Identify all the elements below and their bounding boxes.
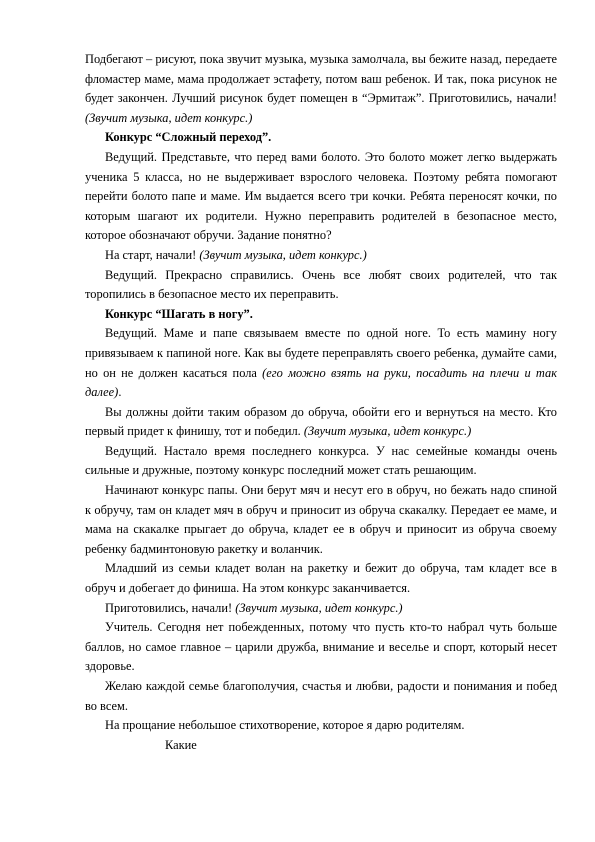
paragraph-text: Желаю каждой семье благополучия, счастья и любви, радости и понимания и побед во всем.: [85, 679, 557, 713]
paragraph-text: Ведущий. Настало время последнего конкурса. У нас семейные команды очень сильные и дружные, поэтому конкурс последний может стать решающим.: [85, 443, 557, 478]
paragraph-tie-legs: [85, 324, 557, 402]
heading-text: Конкурс “Сложный переход”.: [105, 130, 272, 145]
poem-text: Какие: [165, 737, 197, 752]
paragraph-teacher: [85, 618, 557, 677]
paragraph-text: Ведущий. Прекрасно справились. Очень все любят своих родителей, что так торопились в безопасное место их переправить.: [85, 267, 557, 302]
paragraph-praise: [85, 266, 557, 305]
paragraph-text: Ведущий. Маме и папе связываем вместе по одной ноге. То есть мамину ногу привязываем к папиной ноге. Как вы будете переправлять своего ребенка, думайте сами, но он не должен касаться пола: [85, 326, 557, 380]
paragraph-text: Подбегают – рисуют, пока звучит музыка, музыка замолчала, вы бежите назад, передаете фломастер маме, мама продолжает эстафету, потом ваш ребенок. И так, пока рисунок не будет закончен. Лучший рисунок будет помещен в “Эрмитаж”. Приготовились, начали!: [85, 52, 557, 106]
paragraph-text: Младший из семьи кладет волан на ракетку и бежит до обруча, там кладет все в обруч и добегает до финиша. На этом конкурс заканчивается.: [85, 561, 557, 596]
paragraph-text: Приготовились, начали!: [105, 600, 236, 615]
stage-direction: (Звучит музыка, идет конкурс.): [235, 600, 403, 615]
paragraph-youngest: [85, 559, 557, 598]
document-body: [85, 50, 557, 755]
paragraph-farewell: [85, 716, 557, 736]
paragraph-last-contest: [85, 442, 557, 481]
paragraph-text-end: .: [118, 385, 122, 400]
paragraph-text: Вы должны дойти таким образом до обруча, обойти его и вернуться на место. Кто первый придет к финишу, тот и победил.: [85, 404, 557, 439]
paragraph-wishes: [85, 677, 557, 716]
poem-start: [165, 736, 557, 756]
heading-text: Конкурс “Шагать в ногу”.: [105, 306, 253, 321]
paragraph-swamp: [85, 148, 557, 246]
paragraph-fathers-start: [85, 481, 557, 559]
stage-direction: (Звучит музыка, идет конкурс.): [85, 110, 253, 125]
paragraph-drawing-relay: [85, 50, 557, 128]
paragraph-text: На старт, начали!: [105, 247, 200, 262]
paragraph-text: Ведущий. Представьте, что перед вами болото. Это болото может легко выдержать ученика 5 класса, но не выдерживает взрослого человека. Поэтому ребята помогают перейти болото папе и маме. Им выдается всего три кочки. Ребята переносят кочки, по которым шагают их родители. Нужно переправить родителей в безопасное место, которое обозначают обручи. Задание понятно?: [85, 149, 557, 243]
stage-direction: (его можно взять на руки, посадить на плечи и так далее): [85, 365, 557, 400]
stage-direction: (Звучит музыка, идет конкурс.): [303, 424, 472, 439]
paragraph-reach-hoop: [85, 403, 557, 442]
paragraph-text: Учитель. Сегодня нет побежденных, потому что пусть кто-то набрал чуть больше баллов, но самое главное – царили дружба, внимание и веселье и спорт, который несет здоровье.: [85, 620, 557, 674]
paragraph-ready-go: [85, 599, 557, 619]
paragraph-text: На прощание небольшое стихотворение, которое я дарю родителям.: [105, 718, 465, 733]
paragraph-text: Начинают конкурс папы. Они берут мяч и несут его в обруч, но бежать надо спиной к обручу, там он кладет мяч в обруч и приносит из обруча скакалку. Передает ее маме, и мама на скакалке прыгает до обруча, кладет ее в обруч и приносит из обруча своему ребенку бадминтоновую ракетку и воланчик.: [85, 483, 557, 556]
stage-direction: (Звучит музыка, идет конкурс.): [199, 247, 367, 262]
heading-difficult-crossing: [85, 128, 557, 148]
heading-step-in-step: [85, 305, 557, 325]
paragraph-start: [85, 246, 557, 266]
